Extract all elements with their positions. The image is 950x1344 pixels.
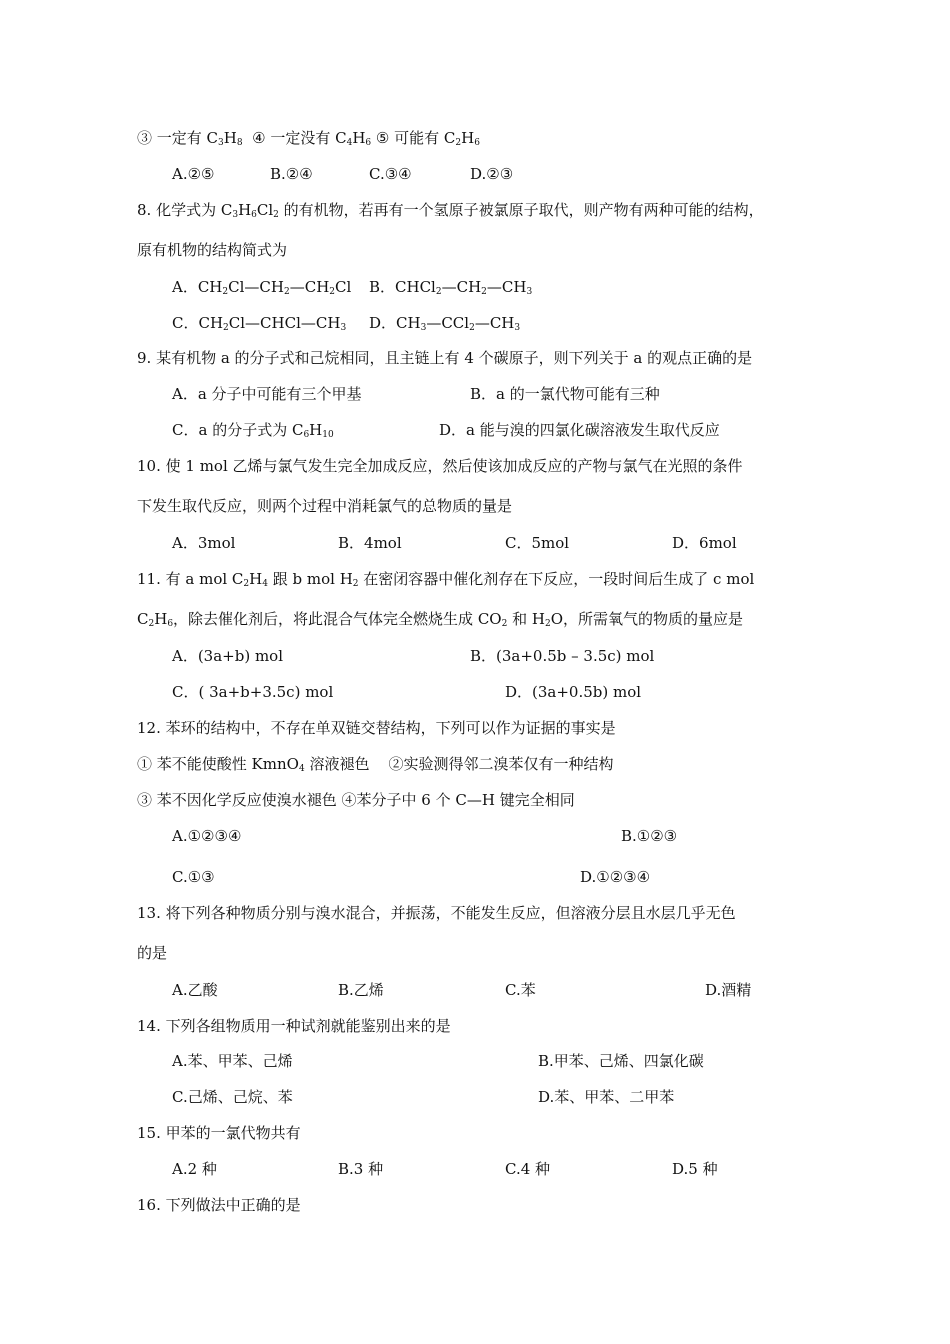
q8-stem-line1: 8. 化学式为 $C_3H_6Cl_2$ 的有机物，若再有一个氢原子被氯原子取代，则产物有两种可能的结构，	[137, 201, 764, 220]
q12-option-b: B.①②③	[621, 827, 678, 845]
q16-stem: 16. 下列做法中正确的是	[137, 1196, 301, 1214]
q12-option-a: A.①②③④	[172, 827, 242, 845]
q14-option-d: D.苯、甲苯、二甲苯	[538, 1088, 675, 1106]
q15-option-a: A.2 种	[172, 1160, 217, 1178]
q7-option-a: A.②⑤	[172, 165, 215, 183]
q11-option-d: D．(3a+0.5b) mol	[505, 683, 642, 701]
q11-stem-line2: $C_2H_6$，除去催化剂后，将此混合气体完全燃烧生成 $CO_2$ 和 $H_2O$，所需氧气的物质的量应是	[137, 610, 743, 629]
q12-stem: 12. 苯环的结构中，不存在单双链交替结构，下列可以作为证据的事实是	[137, 719, 616, 737]
q9-option-c: C．a 的分子式为 $C_6H_{10}$	[172, 421, 334, 440]
q9-option-a: A．a 分子中可能有三个甲基	[172, 385, 362, 403]
q8-option-a: A．$CH_2Cl—CH_2—CH_2Cl$	[172, 278, 352, 297]
q15-stem: 15. 甲苯的一氯代物共有	[137, 1124, 301, 1142]
q11-option-c: C．( 3a+b+3.5c) mol	[172, 683, 334, 701]
q11-option-b: B．(3a+0.5b – 3.5c) mol	[470, 647, 655, 665]
q15-option-d: D.5 种	[672, 1160, 718, 1178]
q7-option-b: B.②④	[270, 165, 313, 183]
q14-option-b: B.甲苯、己烯、四氯化碳	[538, 1052, 704, 1070]
q8-stem-line2: 原有机物的结构简式为	[137, 241, 288, 259]
q9-option-d: D．a 能与溴的四氯化碳溶液发生取代反应	[439, 421, 720, 439]
q13-option-b: B.乙烯	[338, 981, 384, 999]
q13-option-a: A.乙酸	[172, 981, 218, 999]
q14-option-c: C.己烯、己烷、苯	[172, 1088, 293, 1106]
q10-stem-line1: 10. 使 1 mol 乙烯与氯气发生完全加成反应，然后使该加成反应的产物与氯气在光照的条件	[137, 457, 743, 475]
q10-option-b: B．4mol	[338, 534, 402, 552]
q7-continuation: ③ 一定有 $C_3H_8$ ④ 一定没有 $C_4H_6$ ⑤ 可能有 $C_2H_6$	[137, 129, 480, 148]
q10-option-a: A．3mol	[172, 534, 236, 552]
q15-option-c: C.4 种	[505, 1160, 551, 1178]
q13-stem-line2: 的是	[137, 944, 168, 962]
q14-option-a: A.苯、甲苯、己烯	[172, 1052, 293, 1070]
q13-option-c: C.苯	[505, 981, 536, 999]
q11-option-a: A．(3a+b) mol	[172, 647, 284, 665]
q7-option-d: D.②③	[470, 165, 514, 183]
q12-fact-line1: ① 苯不能使酸性 KmnO$_4$ 溶液褪色 ②实验测得邻二溴苯仅有一种结构	[137, 755, 614, 774]
q14-stem: 14. 下列各组物质用一种试剂就能鉴别出来的是	[137, 1017, 451, 1035]
q12-option-d: D.①②③④	[580, 868, 651, 886]
q8-option-d: D．$CH_3—CCl_2—CH_3$	[369, 314, 521, 333]
q9-option-b: B．a 的一氯代物可能有三种	[470, 385, 660, 403]
q12-fact-line2: ③ 苯不因化学反应使溴水褪色 ④苯分子中 6 个 C—H 键完全相同	[137, 791, 575, 809]
q8-option-b: B．$CHCl_2—CH_2—CH_3$	[369, 278, 533, 297]
q7-option-c: C.③④	[369, 165, 412, 183]
q10-option-d: D．6mol	[672, 534, 737, 552]
q11-stem-line1: 11. 有 a mol $C_2H_4$ 跟 b mol $H_2$ 在密闭容器中催化剂存在下反应，一段时间后生成了 c mol	[137, 570, 755, 589]
q10-option-c: C．5mol	[505, 534, 570, 552]
q15-option-b: B.3 种	[338, 1160, 384, 1178]
q10-stem-line2: 下发生取代反应，则两个过程中消耗氯气的总物质的量是	[137, 497, 513, 515]
q12-option-c: C.①③	[172, 868, 215, 886]
q13-stem-line1: 13. 将下列各种物质分别与溴水混合，并振荡，不能发生反应，但溶液分层且水层几乎无色	[137, 904, 736, 922]
q13-option-d: D.酒精	[705, 981, 752, 999]
q8-option-c: C．$CH_2Cl—CHCl—CH_3$	[172, 314, 347, 333]
q9-stem: 9. 某有机物 a 的分子式和己烷相同，且主链上有 4 个碳原子，则下列关于 a 的观点正确的是	[137, 349, 753, 367]
